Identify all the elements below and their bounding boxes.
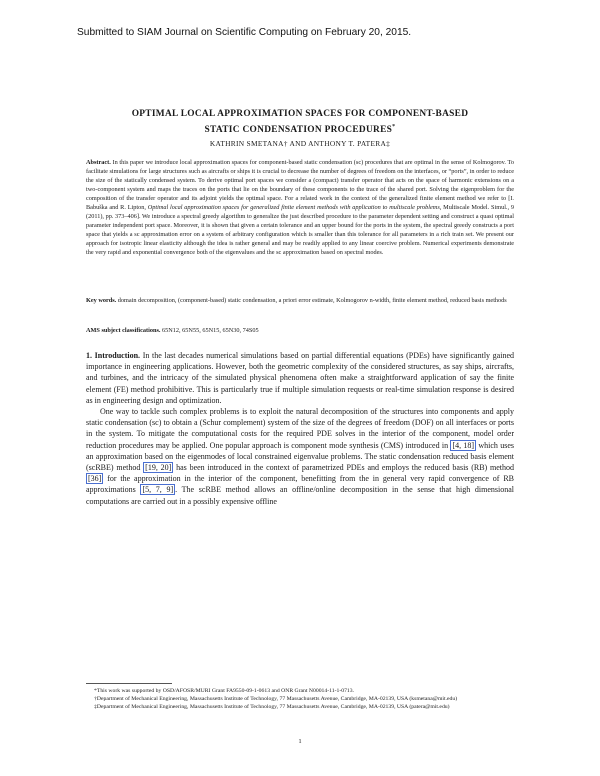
title-footnote-mark: * xyxy=(392,124,396,130)
intro-p2-text-d: for the approximation in the interior of the component, benefitting from the in general very rapid convergence of RB approximations xyxy=(86,474,514,495)
intro-paragraph-2 xyxy=(86,406,514,507)
paper-title xyxy=(60,108,540,137)
citation-link[interactable]: [4, 18] xyxy=(452,440,475,450)
intro-p2-text-e: . The scRBE method allows an offline/online decomposition in the sense that high dimensional computations are carried out in a possibly expensive offline xyxy=(86,485,515,506)
footnotes xyxy=(86,687,514,712)
title-line-1: OPTIMAL LOCAL APPROXIMATION SPACES FOR COMPONENT-BASED xyxy=(131,109,469,119)
footnote-author-1: †Department of Mechanical Engineering, Massachusetts Institute of Technology, 77 Massachusetts Avenue, Cambridge, MA-02139, USA (ksmetana@mit.edu) xyxy=(94,696,458,703)
keywords-text: domain decomposition, (component-based) static condensation, a priori error estimate, Kolmogorov n-width, finite element method, reduced basis methods xyxy=(116,297,507,304)
authors: KATHRIN SMETANA† AND ANTHONY T. PATERA‡ xyxy=(209,139,391,148)
abstract xyxy=(86,158,514,258)
intro-paragraph-1 xyxy=(86,350,514,406)
introduction-section xyxy=(86,350,514,507)
submission-note: Submitted to SIAM Journal on Scientific Computing on February 20, 2015. xyxy=(77,27,412,38)
abstract-heading: Abstract. xyxy=(86,159,111,166)
page-number: 1 xyxy=(298,738,302,745)
footnote-author-2: ‡Department of Mechanical Engineering, Massachusetts Institute of Technology, 77 Massachusetts Avenue, Cambridge, MA-02139, USA (patera@mit.edu) xyxy=(94,704,450,711)
footnote-divider xyxy=(86,683,172,684)
keywords xyxy=(86,296,514,305)
ams-classifications xyxy=(86,326,514,335)
ams-text: 65N12, 65N55, 65N15, 65N30, 74S05 xyxy=(160,327,259,334)
section-heading: 1. Introduction. xyxy=(86,351,141,360)
abstract-text-1: In this paper we introduce local approximation spaces for component-based static condensation (sc) procedures that are optimal in the sense of Kolmogorov. To facilitate simulations for large structures such as aircrafts or ships it is crucial to decrease the number of degrees of freedom on the interfaces, or “ports”, in order to reduce the size of the statically condensed system. To derive optimal port spaces we consider a (compact) transfer operator that acts on the space of harmonic extensions on a two-component system and maps the traces on the ports that lie on the boundary of these components to the trace of the shared port. Solving the eigenproblem for the composition of the transfer operator and its adjoint yields the optimal space. For a related work in the context of the generalized finite element method we refer to [I. Babuška and R. Lipton, xyxy=(86,159,514,212)
title-line-2-text: STATIC CONDENSATION PROCEDURES xyxy=(204,125,393,136)
intro-p1-text: In the last decades numerical simulations based on partial differential equations (PDEs) have significantly gained importance in engineering applications. However, both the geometric complexity of the considered structures, as say ships, aircrafts, and turbines, and the intricacy of the simulated physical phenomena often make a straightforward application of say the finite element (FE) method prohibitive. This is particularly true if multiple simulation requests or real-time simulation response is desired as in engineering design and optimization. xyxy=(86,351,514,405)
keywords-heading: Key words. xyxy=(86,297,117,304)
title-line-2 xyxy=(60,121,540,137)
citation-link[interactable]: [36] xyxy=(88,474,102,484)
abstract-cited-title: Optimal local approximation spaces for generalized finite element methods with application to multiscale problems, xyxy=(147,204,442,212)
citation-link[interactable]: [19, 20] xyxy=(145,463,172,473)
ams-heading: AMS subject classifications. xyxy=(86,327,161,334)
intro-p2-text-a: One way to tackle such complex problems is to exploit the natural decomposition of the structures into components and apply static condensation (sc) to obtain a (Schur complement) system of the size of the degrees of freedom (DOF) on all interfaces or ports in the system. To mitigate the computational costs for the required PDE solves in the interior of the component, model order reduction procedures may be applied. One popular approach is component mode synthesis (CMS) introduced in xyxy=(86,407,514,450)
abstract-text-2: Multiscale Model. Simul., 9 (2011), pp. 373–406]. We introduce a spectral greedy algorithm to generalize the just described procedure to the parameter dependent setting and construct a quasi optimal parameter independent port space. Moreover, it is shown that given a certain tolerance and an upper bound for the ports in the system, the spectral greedy constructs a port space that yields a sc approximation error on a system of arbitrary configuration which is smaller than this tolerance for all parameters in a rich train set. We present our approach for isotropic linear elasticity although the idea is rather general and may be readily applied to any linear coercive problem. Numerical experiments demonstrate the very rapid and exponential convergence both of the eigenvalues and the sc approximation based on spectral modes. xyxy=(86,204,514,257)
citation-link[interactable]: [5, 7, 9] xyxy=(142,485,174,495)
intro-p2-text-b: which uses an approximation based on the eigenmodes of local constrained eigenvalue problems. The static condensation reduced basis element (scRBE) method xyxy=(86,440,515,473)
footnote-funding: *This work was supported by OSD/AFOSR/MURI Grant FA9550-09-1-0613 and ONR Grant N00014-11-1-0713. xyxy=(94,688,355,694)
intro-p2-text-c: has been introduced in the context of parametrized PDEs and employs the reduced basis (RB) method xyxy=(173,463,515,473)
